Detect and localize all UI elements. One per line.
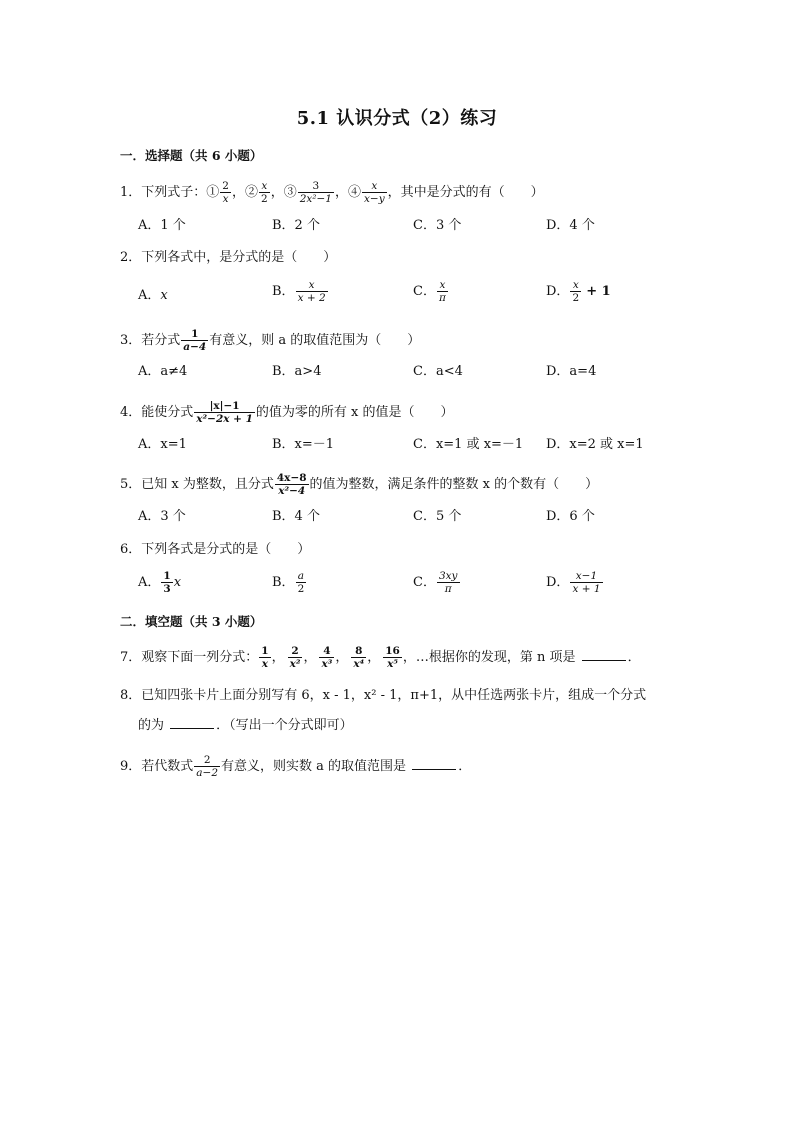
q5-option-c: C．5 个 bbox=[413, 509, 462, 524]
q2-option-d: D． $\frac{x}{2}$ + 1 bbox=[546, 279, 611, 304]
q4-fraction: $\frac{|x|-1}{\text{x²−2x + 1}}$ bbox=[196, 400, 253, 425]
question-4: 4．能使分式 $\frac{|x|-1}{\text{x²−2x + 1}}$ 的值为零的所有 x 的值是（ ） bbox=[120, 400, 454, 425]
q9-fraction: $\frac{2}{a-2}$ bbox=[196, 754, 219, 779]
q2-option-c: C． $\frac{x}{\pi}$ bbox=[413, 279, 446, 304]
q6-option-b: B． $\frac{a}{2}$ bbox=[272, 570, 305, 595]
q7-term: $\frac{2}{\text{x²}}$ bbox=[289, 645, 301, 670]
q2-option-b: B． $\frac{x}{x + 2}$ bbox=[272, 279, 326, 304]
q1-stem: 1．下列式子： bbox=[120, 185, 207, 200]
q5-option-b: B．4 个 bbox=[272, 509, 320, 524]
q1-option-b: B．2 个 bbox=[272, 218, 320, 233]
q2-option-a: A．x bbox=[138, 288, 168, 303]
q6-option-d: D． $\frac{x-1}{x + 1}$ bbox=[546, 570, 601, 595]
question-1 bbox=[120, 180, 544, 205]
q6-option-a: A． $\frac{1}{3}$ x bbox=[138, 570, 182, 595]
question-5: 5．已知 x 为整数，且分式 $\frac{4x-8}{\text{x²−4}}$ 的值为整数，满足条件的整数 x 的个数有（ ） bbox=[120, 472, 599, 497]
q1-option-d: D．4 个 bbox=[546, 218, 595, 233]
q3-option-c: C．a<4 bbox=[413, 364, 463, 379]
question-6: 6．下列各式是分式的是（ ） bbox=[120, 542, 311, 557]
q1-label-1: ① bbox=[206, 185, 220, 200]
q5-option-d: D．6 个 bbox=[546, 509, 595, 524]
q7-term: $\frac{8}{\text{x⁴}}$ bbox=[353, 645, 365, 670]
q3-fraction: $\frac{1}{a-4}$ bbox=[183, 328, 207, 353]
question-9: 9．若代数式 $\frac{2}{a-2}$ 有意义，则实数 a 的取值范围是 ． bbox=[120, 754, 472, 779]
section-heading-choice: 一．选择题（共 6 小题） bbox=[120, 148, 263, 163]
q1-fraction-3: $\frac{3}{\text{2x²−1}}$ bbox=[299, 180, 332, 205]
q7-sequence: $\frac{1}{x}$ ， $\frac{2}{\text{x²}}$ ， $\frac{4}{\text{x³}}$ ， $\frac{8}{\text{x⁴}}$ ， $\frac{16}{\text{x⁵}}$ bbox=[261, 645, 400, 670]
q1-stem-end: ，其中是分式的有（ ） bbox=[387, 185, 544, 200]
q4-option-b: B．x=－1 bbox=[272, 437, 335, 452]
q6-option-c: C． $\frac{3xy}{\pi}$ bbox=[413, 570, 458, 595]
q5-fraction: $\frac{4x-8}{\text{x²−4}}$ bbox=[276, 472, 307, 497]
q8-answer-blank[interactable] bbox=[170, 716, 214, 729]
q3-option-b: B．a>4 bbox=[272, 364, 322, 379]
q9-answer-blank[interactable] bbox=[412, 757, 456, 770]
q7-term: $\frac{4}{\text{x³}}$ bbox=[321, 645, 333, 670]
question-8-line-1: 8．已知四张卡片上面分别写有 6，x - 1，x² - 1，π+1，从中任选两张卡片，组成一个分式 bbox=[120, 688, 647, 703]
q3-option-a: A．a≠4 bbox=[138, 364, 188, 379]
q1-fraction-1: $\frac{2}{x}$ bbox=[222, 180, 229, 205]
q1-fraction-2: $\frac{x}{2}$ bbox=[261, 180, 268, 205]
q1-option-a: A．1 个 bbox=[138, 218, 186, 233]
q1-label-4: ，④ bbox=[335, 185, 362, 200]
q4-option-c: C．x=1 或 x=－1 bbox=[413, 437, 524, 452]
q1-label-2: ，② bbox=[231, 185, 258, 200]
question-3: 3．若分式 $\frac{1}{a-4}$ 有意义，则 a 的取值范围为（ ） bbox=[120, 328, 421, 353]
q4-option-a: A．x=1 bbox=[138, 437, 187, 452]
q1-label-3: ，③ bbox=[270, 185, 297, 200]
question-7: 7．观察下面一列分式： $\frac{1}{x}$ ， $\frac{2}{\text{x²}}$ ， $\frac{4}{\text{x³}}$ ， $\frac{8}{\text{x⁴}}$ ， $\frac{16}{\text{x⁵}}$ ，…根据你的发现，第 n 项是 ． bbox=[120, 645, 641, 670]
q7-answer-blank[interactable] bbox=[582, 648, 626, 661]
q3-option-d: D．a=4 bbox=[546, 364, 597, 379]
question-8-line-2: 的为 ．（写出一个分式即可） bbox=[138, 718, 353, 733]
q7-term: $\frac{16}{\text{x⁵}}$ bbox=[385, 645, 400, 670]
q1-fraction-4: $\frac{x}{x-y}$ bbox=[364, 180, 385, 205]
question-2: 2．下列各式中，是分式的是（ ） bbox=[120, 250, 337, 265]
q1-option-c: C．3 个 bbox=[413, 218, 462, 233]
page-title: 5.1 认识分式（2）练习 bbox=[296, 108, 498, 129]
q7-term: $\frac{1}{x}$ bbox=[261, 645, 269, 670]
q5-option-a: A．3 个 bbox=[138, 509, 186, 524]
section-heading-fill: 二．填空题（共 3 小题） bbox=[120, 614, 263, 629]
q4-option-d: D．x=2 或 x=1 bbox=[546, 437, 644, 452]
